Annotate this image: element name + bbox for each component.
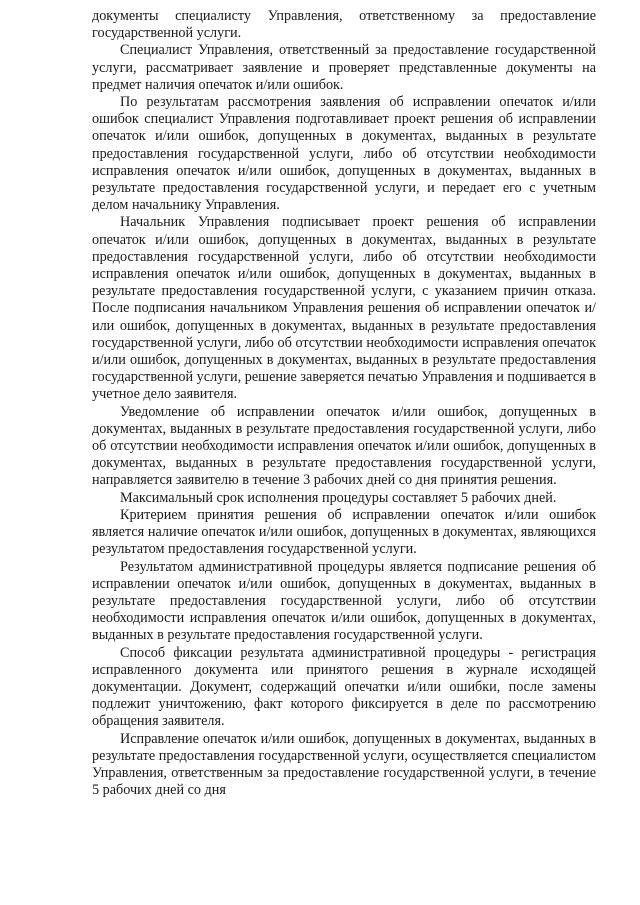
- document-body: [92, 8, 596, 799]
- paragraph: Результатом административной процедуры является подписание решения об исправлении опечаток и/или ошибок, допущенных в документах, выданных в результате предоставления государственной услуги, либо об отсутствии необходимости исправления опечаток и/или ошибок, допущенных в документах, выданных в результате предоставления государственной услуги.: [92, 558, 596, 644]
- paragraph: Уведомление об исправлении опечаток и/или ошибок, допущенных в документах, выданных в результате предоставления государственной услуги, либо об отсутствии необходимости исправления опечаток и/или ошибок, допущенных в документах, выданных в результате предоставления государственной услуги, направляется заявителю в течение 3 рабочих дней со дня принятия решения.: [92, 403, 596, 489]
- paragraph: документы специалисту Управления, ответственному за предоставление государственной услуги.: [92, 8, 596, 42]
- paragraph: Максимальный срок исполнения процедуры составляет 5 рабочих дней.: [120, 489, 557, 506]
- paragraph: Специалист Управления, ответственный за предоставление государственной услуги, рассматривает заявление и проверяет представленные документы на предмет наличия опечаток и/или ошибок.: [92, 42, 596, 93]
- paragraph: Исправление опечаток и/или ошибок, допущенных в документах, выданных в результате предоставления государственной услуги, осуществляется специалистом Управления, ответственным за предоставление государственной услуги, в течение 5 рабочих дней со дня: [92, 730, 596, 799]
- paragraph: Критерием принятия решения об исправлении опечаток и/или ошибок является наличие опечаток и/или ошибок, допущенных в документах, являющихся результатом предоставления государственной услуги.: [92, 506, 596, 558]
- paragraph: Способ фиксации результата административной процедуры - регистрация исправленного документа или принятого решения в журнале исходящей документации. Документ, содержащий опечатки и/или ошибки, после замены подлежит уничтожению, факт которого фиксируется в деле по рассмотрению обращения заявителя.: [92, 644, 596, 730]
- paragraph: Начальник Управления подписывает проект решения об исправлении опечаток и/или ошибок, допущенных в документах, выданных в результате предоставления государственной услуги, либо об отсутствии необходимости исправления опечаток и/или ошибок, допущенных в документах, выданных в результате предоставления государственной услуги, с указанием причин отказа. После подписания начальником Управления решения об исправлении опечаток и/или ошибок, допущенных в документах, выданных в результате предоставления государственной услуги, либо об отсутствии необходимости исправления опечаток и/или ошибок, допущенных в документах, выданных в результате предоставления государственной услуги, решение заверяется печатью Управления и подшивается в учетное дело заявителя.: [92, 214, 596, 403]
- paragraph: По результатам рассмотрения заявления об исправлении опечаток и/или ошибок специалист Управления подготавливает проект решения об исправлении опечаток и/или ошибок, допущенных в документах, выданных в результате предоставления государственной услуги, либо об отсутствии необходимости исправления опечаток и/или ошибок, допущенных в документах, выданных в результате предоставления государственной услуги, и передает его с учетным делом начальнику Управления.: [92, 94, 596, 214]
